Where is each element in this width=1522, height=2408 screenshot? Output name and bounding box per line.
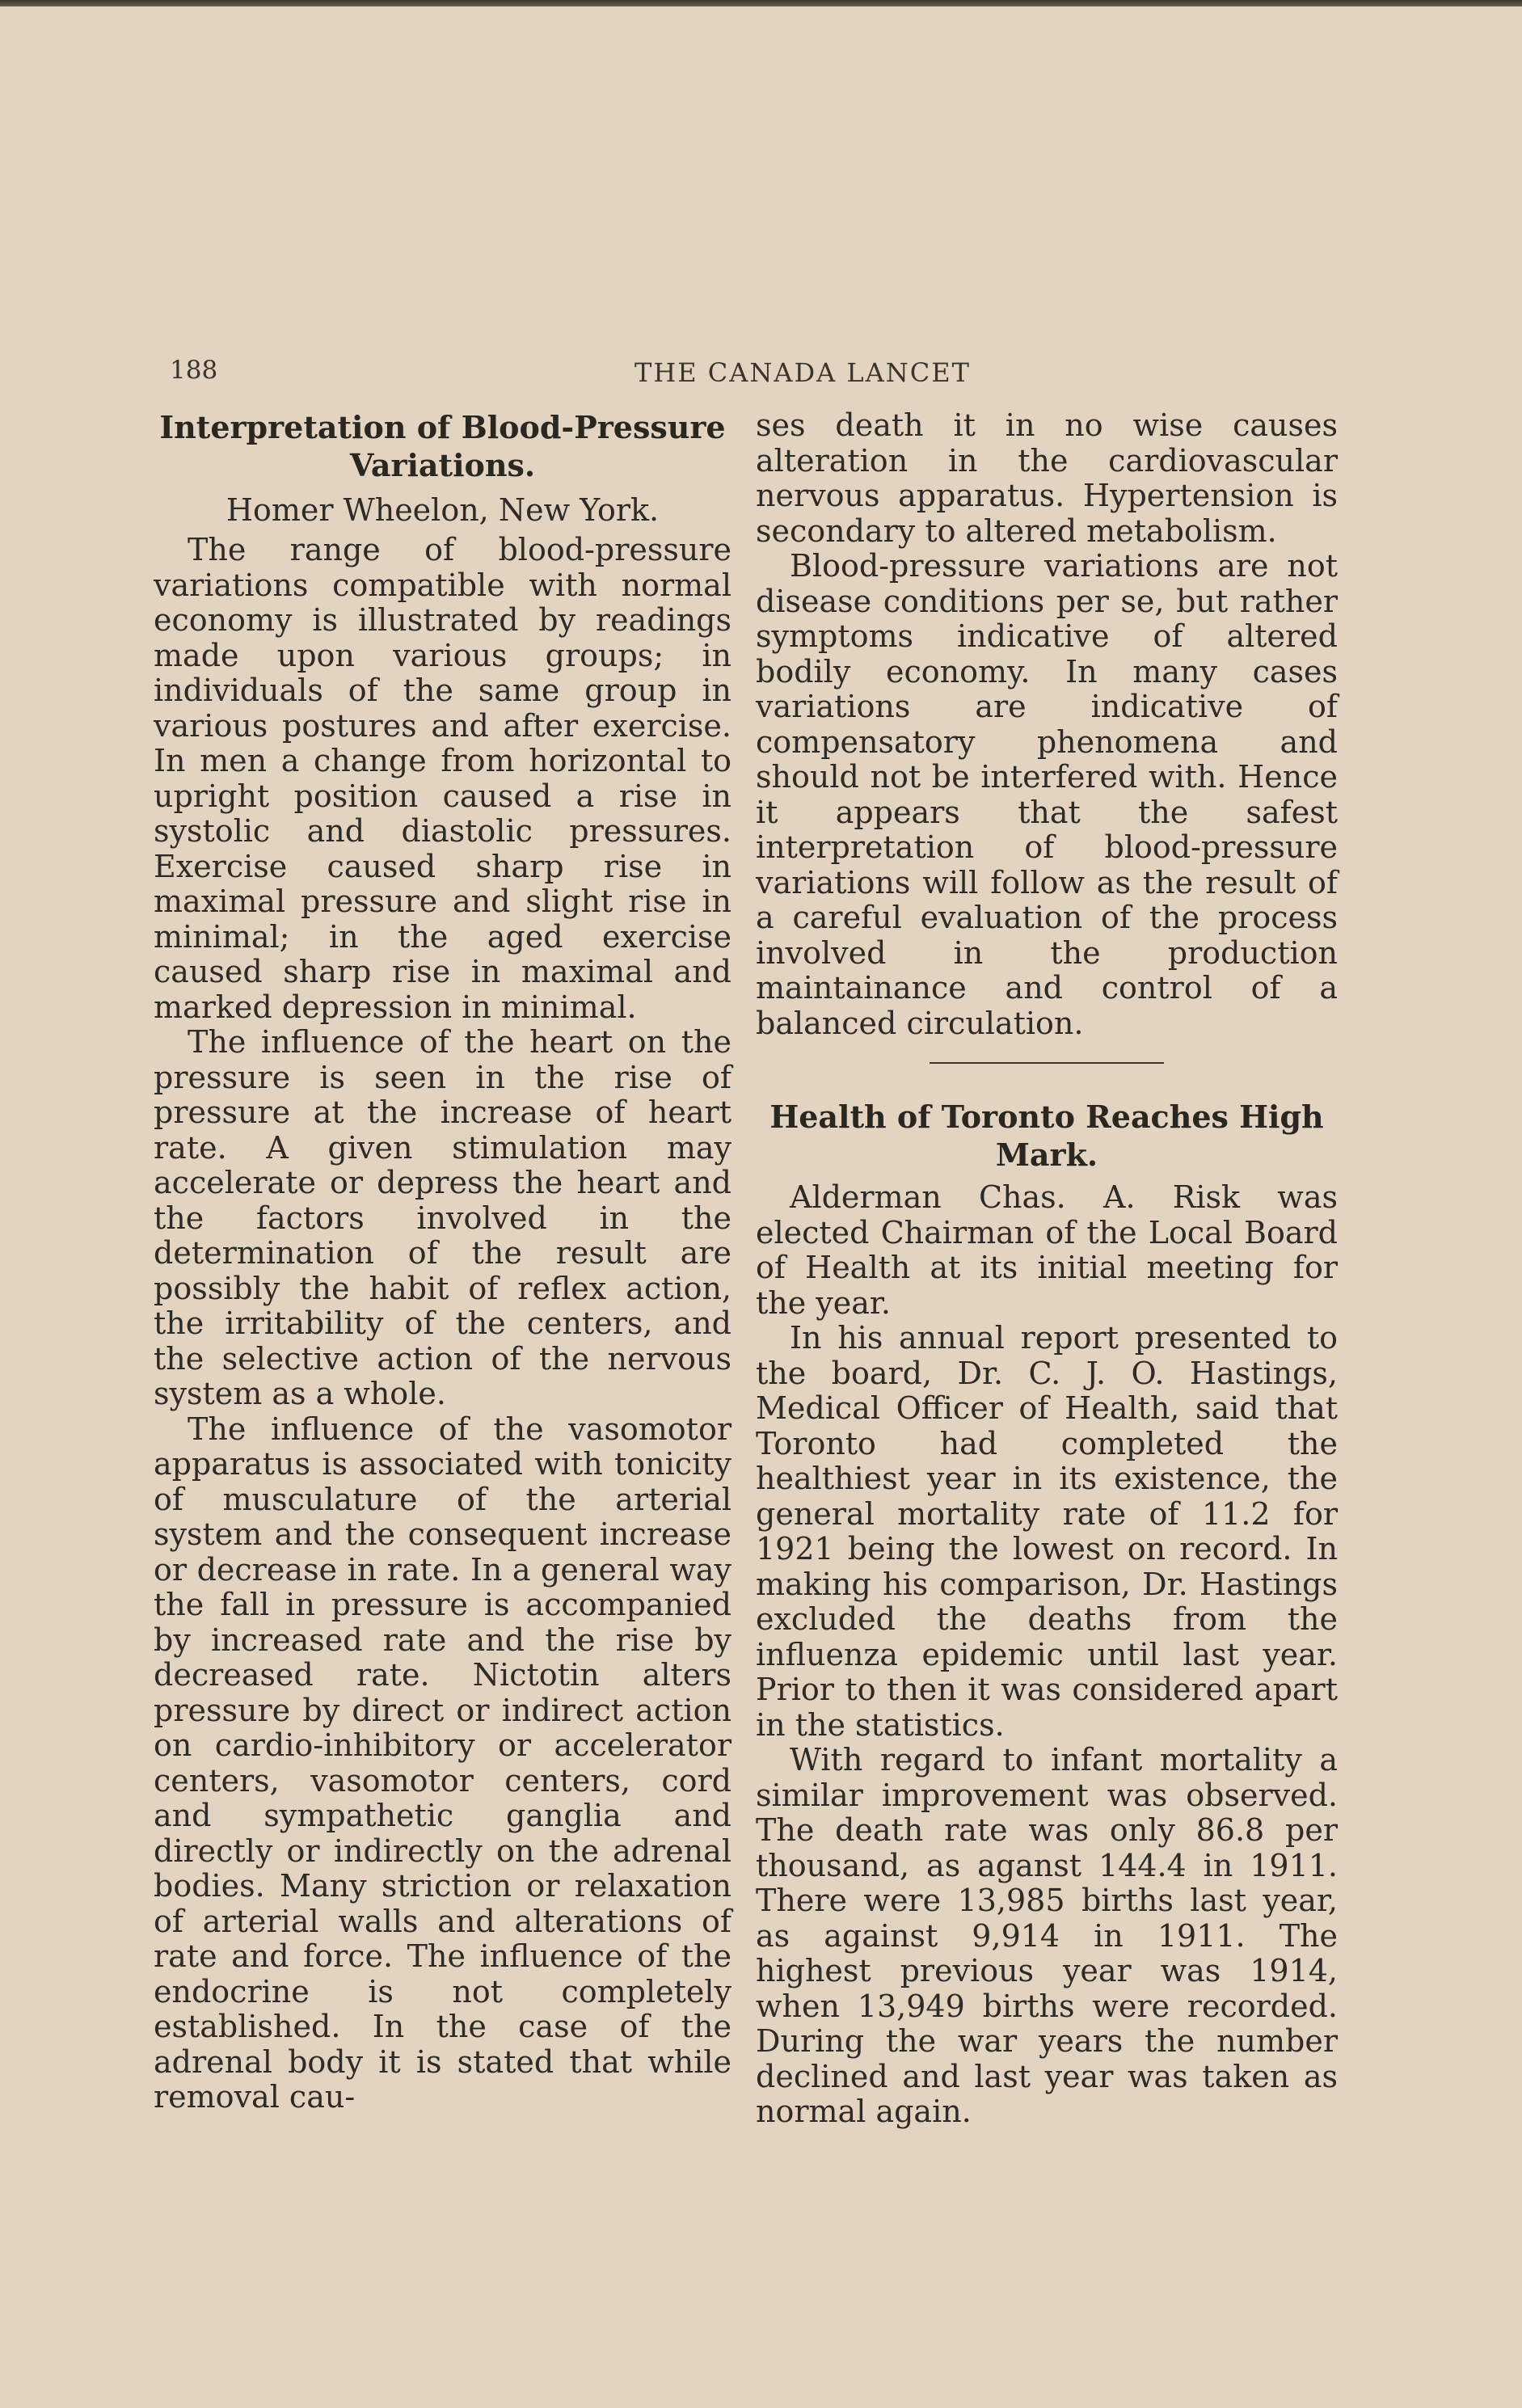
article-paragraph-continued: ses death it in no wise causes alteration in the cardiovascular nervous apparatus. Hypertension is secondary to altered metabolism. — [756, 407, 1338, 549]
page-top-edge — [0, 0, 1522, 6]
article-paragraph: Blood-pressure variations are not disease conditions per se, but rather symptoms indicative of altered bodily economy. In many cases variations are indicative of compensatory phenomena and should not be interfered with. Hence it appears that the safest interpretation of blood-pressure variations will follow as the result of a careful evaluation of the process involved in the production maintainance and control of a balanced circulation. — [756, 548, 1338, 1041]
article-paragraph: The range of blood-pressure variations compatible with normal economy is illustrated by readings made upon various groups; in individuals of the same group in various postures and after exercise. In men a change from horizontal to upright position caused a rise in systolic and diastolic pressures. Exercise caused sharp rise in maximal pressure and slight rise in minimal; in the aged exercise caused sharp rise in maximal and marked depression in minimal. — [154, 532, 731, 1025]
section-divider — [930, 1062, 1164, 1064]
running-title: THE CANADA LANCET — [635, 357, 971, 388]
article-title-toronto-health: Health of Toronto Reaches High Mark. — [769, 1099, 1324, 1173]
article-paragraph: Alderman Chas. A. Risk was elected Chairman of the Local Board of Health at its initial meeting for the year. — [756, 1179, 1338, 1321]
page-header — [170, 356, 1350, 391]
right-column — [756, 408, 1338, 2130]
article-paragraph: With regard to infant mortality a similar improvement was observed. The death rate was only 86.8 per thousand, as aganst 144.4 in 1911. There were 13,985 births last year, as against 9,914 in 1911. The highest previous year was 1914, when 13,949 births were recorded. During the war years the number declined and last year was taken as normal again. — [756, 1742, 1338, 2129]
article-author: Homer Wheelon, New York. — [226, 492, 660, 528]
page-number: 188 — [170, 356, 218, 385]
article-paragraph: The influence of the vasomotor apparatus is associated with tonicity of musculature of the arterial system and the consequent increase or decrease in rate. In a general way the fall in pressure is accompanied by increased rate and the rise by decreased rate. Nictotin alters pressure by direct or indirect action on cardio-inhibitory or accelerator centers, vasomotor centers, cord and sympathetic ganglia and directly or indirectly on the adrenal bodies. Many striction or relaxation of arterial walls and alterations of rate and force. The influence of the endocrine is not completely established. In the case of the adrenal body it is stated that while removal cau- — [154, 1411, 731, 2115]
article-paragraph: The influence of the heart on the pressure is seen in the rise of pressure at the increase of heart rate. A given stimulation may accelerate or depress the heart and the factors involved in the determination of the result are possibly the habit of reflex action, the irritability of the centers, and the selective action of the nervous system as a whole. — [154, 1024, 731, 1411]
article-title-blood-pressure: Interpretation of Blood-Pressure Variations. — [159, 409, 726, 483]
left-column — [154, 408, 731, 2115]
article-paragraph: In his annual report presented to the board, Dr. C. J. O. Hastings, Medical Officer of Health, said that Toronto had completed the healthiest year in its existence, the general mortality rate of 11.2 for 1921 being the lowest on record. In making his comparison, Dr. Hastings excluded the deaths from the influenza epidemic until last year. Prior to then it was considered apart in the statistics. — [756, 1320, 1338, 1743]
